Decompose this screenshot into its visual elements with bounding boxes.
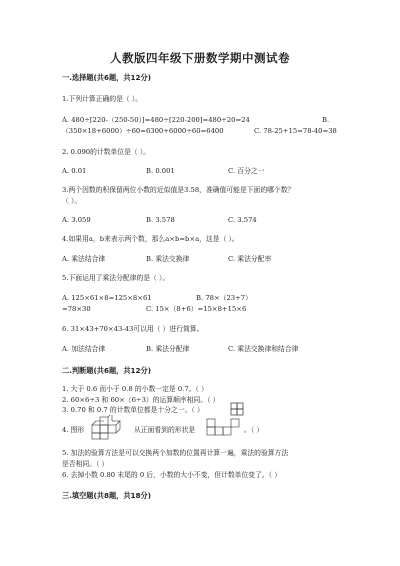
judge-4-suffix: 。（ ） [244,426,264,434]
question-5-option-c: C. 15×（8+6）=15×8+15×6 [146,305,247,313]
question-1-option-a: A. 480÷[220-（250-50）]=480÷[220-200]=480÷20=24 [62,116,250,124]
question-3-option-a: A. 3.059 [62,216,91,224]
question-2-option-a: A. 0.01 [62,167,87,175]
question-6-option-c: C. 乘法交换律和结合律 [228,345,299,353]
question-2-stem: 2. 0.090的计数单位是（ ）。 [62,148,151,156]
question-1-option-b-label: B. [322,116,330,124]
question-6-stem: 6. 31×43+70×43-43可以用（ ）进行简算。 [62,325,204,333]
section-heading-choice: 一.选择题(共6题，共12分) [62,73,151,82]
judge-4-front-view-figure [205,417,241,437]
page-title: 人教版四年级下册数学期中测试卷 [110,51,290,65]
question-2-option-b: B. 0.001 [146,167,175,175]
judge-4-middle: 从正面看到的形状是 [134,426,196,434]
judge-3-grid-figure [230,402,246,416]
judge-1: 1. 大于 0.6 而小于 0.8 的小数一定是 0.7。（ ） [62,385,208,393]
judge-3: 3. 0.70 和 0.7 的计数单位都是十分之一。（ ） [62,406,204,414]
question-6-option-a: A. 加法结合律 [62,345,106,353]
judge-4-prefix: 4. 图形 [62,426,85,434]
question-5-option-b: B. 78×（23+7） [196,294,252,302]
question-3-option-c: C. 3.574 [228,216,257,224]
question-4-option-a: A. 乘法结合律 [62,255,106,263]
question-3-stem: 3.两个因数的积保留两位小数的近似值是3.58，准确值可能是下面的哪个数？ [62,186,295,194]
question-4-stem: 4.如果用a，b来表示两个数，那么a×b=b×a，这是（ ）。 [62,235,239,243]
question-1-stem: 1.下列计算正确的是（ ）。 [62,95,143,103]
question-6-option-b: B. 乘法分配律 [146,345,190,353]
question-2-option-c: C. 百分之一 [228,167,265,175]
question-1-option-b-expression: （350×18+6000）÷60=6300+6000÷60=6400 [62,127,224,135]
judge-5-cont: 是否相同。（ ） [62,460,109,468]
question-4-option-b: B. 乘法交换律 [146,255,190,263]
judge-5: 5. 加法的验算方法是可以交换两个加数的位置再计算一遍，乘法的验算方法 [62,449,289,457]
question-3-option-b: B. 3.578 [146,216,175,224]
judge-2: 2. 60×6÷3 和 60×（6÷3）的运算顺序相同。（ ） [62,396,220,404]
section-heading-judge: 二.判断题(共6题，共12分) [62,366,151,375]
question-3-stem-blank: （ ）。 [62,197,82,205]
question-5-option-a: A. 125×61×8=125×8×61 [62,294,152,302]
question-1-option-c: C. 78-25+15=78-40=38 [254,127,337,135]
question-5-stem: 5.下面运用了乘法分配律的是（ ）。 [62,274,170,282]
judge-4-3d-figure [90,415,130,441]
section-heading-fill: 三.填空题(共8题，共18分) [62,491,151,500]
question-5-option-b-result: =78×30 [62,305,91,313]
judge-6: 6. 去掉小数 0.80 末尾的 0 后，小数的大小不变，但计数单位变了。（ ） [62,471,282,479]
question-4-option-c: C. 乘法分配率 [228,255,272,263]
